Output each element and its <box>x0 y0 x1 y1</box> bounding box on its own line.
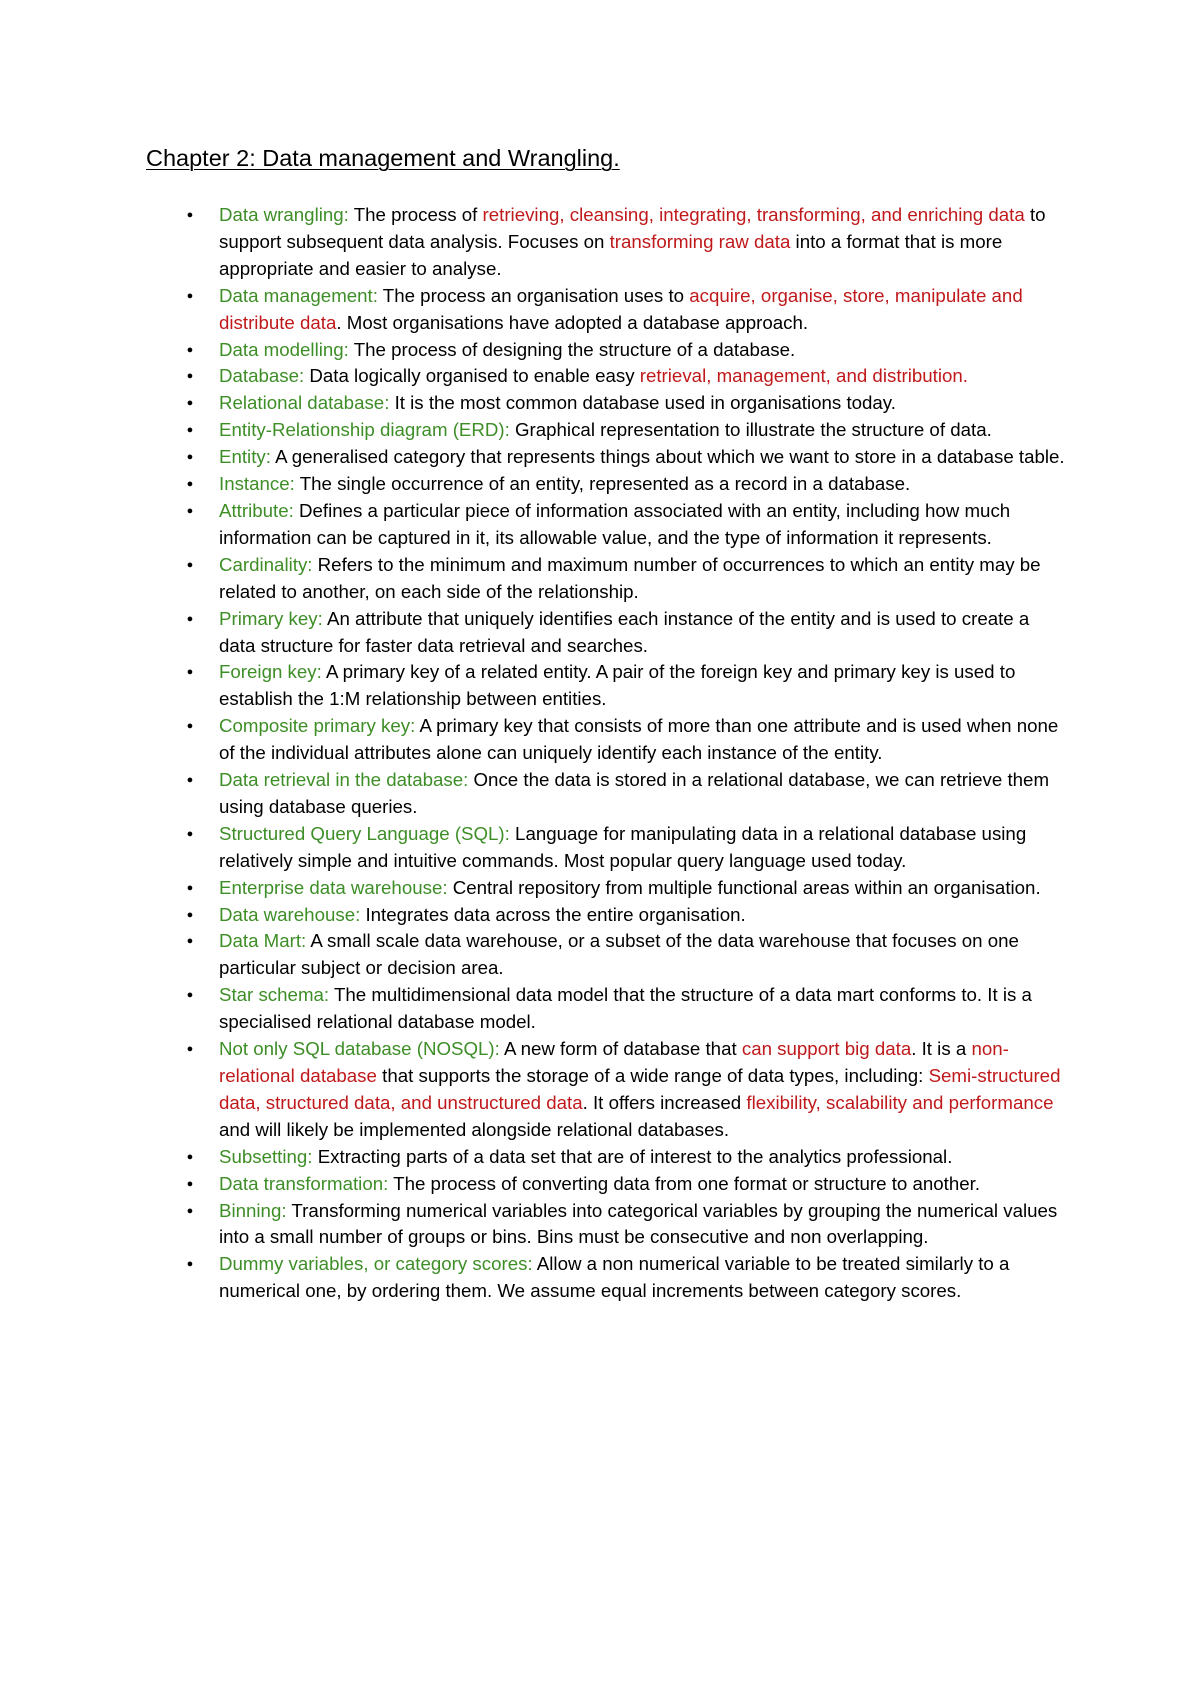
definition-text: The process an organisation uses to <box>377 284 690 306</box>
definition-item <box>186 1144 1069 1171</box>
definition-item <box>186 363 1069 390</box>
term-label: Data management: <box>219 284 378 306</box>
bullet-icon: ● <box>186 720 194 733</box>
definition-text: into a format that is more appropriate and easier to analyse. <box>219 230 1003 279</box>
definition-text: The single occurrence of an entity, represented as a record in a database. <box>294 473 911 495</box>
definition-item <box>186 417 1069 444</box>
highlighted-text: flexibility, scalability and performance <box>746 1091 1054 1113</box>
term-label: Data wrangling: <box>219 204 349 225</box>
term-label: Star schema: <box>219 984 330 1006</box>
definition-text: A new form of database that <box>499 1038 742 1060</box>
definition-text: The process of designing the structure of a database. <box>348 338 796 360</box>
definition-text: Extracting parts of a data set that are of interest to the analytics professional. <box>312 1145 953 1167</box>
definition-item <box>186 202 1069 283</box>
highlighted-text: acquire, organise, store, manipulate and distribute data <box>219 284 1023 333</box>
highlighted-text: transforming raw data <box>609 230 791 252</box>
term-label: Cardinality: <box>219 553 313 575</box>
highlighted-text: can support big data <box>741 1038 912 1060</box>
definition-item <box>186 606 1069 660</box>
definition-text: Integrates data across the entire organisation. <box>360 903 746 925</box>
bullet-icon: ● <box>186 370 194 383</box>
definition-item <box>186 283 1069 337</box>
bullet-icon: ● <box>186 289 194 302</box>
highlighted-text: Semi-structured data, structured data, and unstructured data <box>219 1065 1061 1113</box>
definition-text: Data logically organised to enable easy <box>304 365 640 387</box>
definition-text: Allow a non numerical variable to be treated similarly to a numerical one, by ordering them. We assume equal increments between category scores. <box>219 1253 1010 1302</box>
definition-text: The process of <box>348 204 483 225</box>
definition-item <box>186 1171 1069 1198</box>
definition-text: Transforming numerical variables into categorical variables by grouping the numerical values into a small number of groups or bins. Bins must be consecutive and non overlapping. <box>219 1199 1058 1248</box>
definition-text: and will likely be implemented alongside relational databases. <box>219 1118 730 1140</box>
bullet-icon: ● <box>186 343 194 356</box>
definition-text: . It offers increased <box>582 1091 747 1113</box>
bullet-icon: ● <box>186 666 194 679</box>
definition-item <box>186 659 1069 713</box>
bullet-icon: ● <box>186 989 194 1002</box>
term-label: Data retrieval in the database: <box>219 769 469 791</box>
definition-text: A small scale data warehouse, or a subset of the data warehouse that focuses on one particular subject or decision area. <box>219 930 1019 979</box>
bullet-icon: ● <box>186 935 194 948</box>
term-label: Enterprise data warehouse: <box>219 876 448 898</box>
term-label: Relational database: <box>219 392 390 414</box>
bullet-icon: ● <box>186 558 194 571</box>
definition-item <box>186 337 1069 364</box>
definition-text: Graphical representation to illustrate the structure of data. <box>509 419 992 441</box>
term-label: Data modelling: <box>219 338 349 360</box>
definition-text: to support subsequent data analysis. Focuses on <box>219 204 1046 252</box>
definition-text: It is the most common database used in organisations today. <box>389 392 896 414</box>
bullet-icon: ● <box>186 827 194 840</box>
term-label: Instance: <box>219 473 295 495</box>
definition-item <box>186 1251 1069 1305</box>
definition-text: . It is a <box>911 1038 972 1060</box>
bullet-icon: ● <box>186 908 194 921</box>
definition-item <box>186 928 1069 982</box>
definition-item <box>186 390 1069 417</box>
definition-text: Language for manipulating data in a relational database using relatively simple and intuitive commands. Most popular query language used today. <box>219 822 1027 871</box>
term-label: Subsetting: <box>219 1145 313 1167</box>
definition-item <box>186 982 1069 1036</box>
definition-item <box>186 767 1069 821</box>
definition-item <box>186 875 1069 902</box>
bullet-icon: ● <box>186 424 194 437</box>
definition-text: Refers to the minimum and maximum number of occurrences to which an entity may be related to another, on each side of the relationship. <box>219 553 1041 602</box>
definition-item <box>186 471 1069 498</box>
definition-text: Defines a particular piece of information associated with an entity, including how much information can be captured in it, its allowable value, and the type of information it represents. <box>219 499 1011 548</box>
definition-item <box>186 1036 1069 1144</box>
highlighted-text: retrieving, cleansing, integrating, transforming, and enriching data <box>482 204 1025 225</box>
definition-text: An attribute that uniquely identifies each instance of the entity and is used to create a data structure for faster data retrieval and searches. <box>219 607 1030 656</box>
definition-text: Once the data is stored in a relational database, we can retrieve them using database queries. <box>219 769 1050 817</box>
definition-item <box>186 821 1069 875</box>
bullet-icon: ● <box>186 1258 194 1271</box>
bullet-icon: ● <box>186 1043 194 1056</box>
bullet-icon: ● <box>186 612 194 625</box>
bullet-icon: ● <box>186 1177 194 1190</box>
bullet-icon: ● <box>186 209 194 221</box>
term-label: Foreign key: <box>219 661 322 683</box>
definition-item <box>186 1198 1069 1252</box>
definition-item <box>186 713 1069 767</box>
definition-text: . Most organisations have adopted a database approach. <box>336 311 809 333</box>
chapter-title: Chapter 2: Data management and Wrangling. <box>146 145 620 171</box>
term-label: Database: <box>219 365 305 387</box>
definition-list <box>186 202 1069 1305</box>
term-label: Attribute: <box>219 499 294 521</box>
bullet-icon: ● <box>186 1204 194 1217</box>
definition-text: The multidimensional data model that the structure of a data mart conforms to. It is a specialised relational database model. <box>219 984 1032 1033</box>
term-label: Data Mart: <box>219 930 307 952</box>
term-label: Binning: <box>219 1199 287 1221</box>
definition-item <box>186 902 1069 929</box>
definition-text: that supports the storage of a wide range of data types, including: <box>376 1065 929 1086</box>
term-label: Entity-Relationship diagram (ERD): <box>219 419 510 441</box>
definition-text: The process of converting data from one format or structure to another. <box>388 1172 981 1194</box>
definition-item <box>186 552 1069 606</box>
bullet-icon: ● <box>186 397 194 410</box>
term-label: Composite primary key: <box>219 715 416 737</box>
term-label: Data transformation: <box>219 1172 389 1194</box>
bullet-icon: ● <box>186 478 194 491</box>
term-label: Data warehouse: <box>219 903 361 925</box>
term-label: Dummy variables, or category scores: <box>219 1253 533 1275</box>
term-label: Not only SQL database (NOSQL): <box>219 1038 500 1060</box>
definition-text: A primary key that consists of more than one attribute and is used when none of the individual attributes alone can uniquely identify each instance of the entity. <box>219 715 1059 764</box>
definition-text: A primary key of a related entity. A pair of the foreign key and primary key is used to establish the 1:M relationship between entities. <box>219 661 1016 710</box>
bullet-icon: ● <box>186 881 194 894</box>
definition-item <box>186 444 1069 471</box>
bullet-icon: ● <box>186 774 194 787</box>
highlighted-text: non-relational database <box>219 1038 1009 1086</box>
bullet-icon: ● <box>186 451 194 464</box>
definition-text: A generalised category that represents things about which we want to store in a database table. <box>270 446 1065 468</box>
term-label: Structured Query Language (SQL): <box>219 822 510 844</box>
definition-text: Central repository from multiple functional areas within an organisation. <box>447 876 1041 898</box>
highlighted-text: retrieval, management, and distribution. <box>639 365 968 387</box>
term-label: Primary key: <box>219 607 323 629</box>
term-label: Entity: <box>219 446 271 468</box>
definition-item <box>186 498 1069 552</box>
bullet-icon: ● <box>186 504 194 517</box>
bullet-icon: ● <box>186 1150 194 1163</box>
